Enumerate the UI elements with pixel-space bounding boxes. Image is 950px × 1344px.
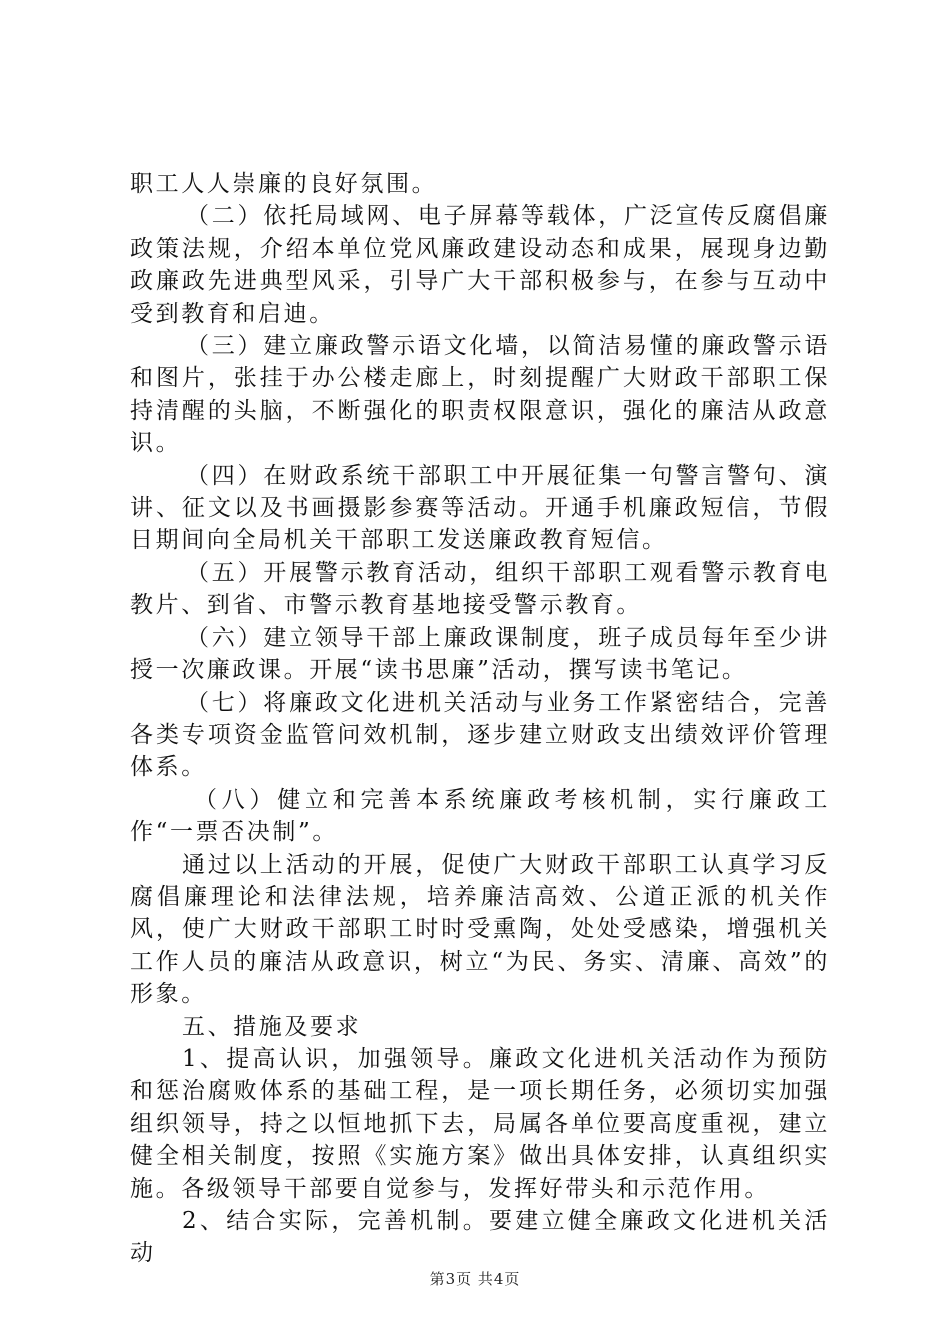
paragraph-measure-2: 2、结合实际，完善机制。要建立健全廉政文化进机关活动 — [130, 1208, 830, 1267]
paragraph-item-2: （二）依托局域网、电子屏幕等载体，广泛宣传反腐倡廉政策法规，介绍本单位党风廉政建设动态和成果，展现身边勤政廉政先进典型风采，引导广大干部积极参与，在参与互动中受到教育和启迪。 — [130, 203, 830, 327]
section-heading-measures: 五、措施及要求 — [182, 1013, 362, 1040]
paragraph-item-8: （八）健立和完善本系统廉政考核机制，实行廉政工作“一票否决制”。 — [130, 786, 830, 846]
document-body — [130, 168, 830, 1270]
page-number-label: 第3页 共4页 — [429, 1270, 521, 1288]
paragraph-item-7: （七）将廉政文化进机关活动与业务工作紧密结合，完善各类专项资金监管问效机制，逐步建立财政支出绩效评价管理体系。 — [130, 689, 830, 781]
paragraph-item-5: （五）开展警示教育活动，组织干部职工观看警示教育电教片、到省、市警示教育基地接受警示教育。 — [130, 559, 830, 619]
page-footer — [0, 1268, 950, 1289]
paragraph-item-3: （三）建立廉政警示语文化墙，以简洁易懂的廉政警示语和图片，张挂于办公楼走廊上，时刻提醒广大财政干部职工保持清醒的头脑，不断强化的职责权限意识，强化的廉洁从政意识。 — [130, 333, 830, 457]
paragraph-item-4: （四）在财政系统干部职工中开展征集一句警言警句、演讲、征文以及书画摄影参赛等活动。开通手机廉政短信，节假日期间向全局机关干部职工发送廉政教育短信。 — [130, 462, 830, 554]
paragraph-continuation: 职工人人崇廉的良好氛围。 — [130, 171, 438, 197]
paragraph-item-6: （六）建立领导干部上廉政课制度，班子成员每年至少讲授一次廉政课。开展“读书思廉”活动，撰写读书笔记。 — [130, 624, 830, 684]
paragraph-measure-1: 1、提高认识，加强领导。廉政文化进机关活动作为预防和惩治腐败体系的基础工程，是一项长期任务，必须切实加强组织领导，持之以恒地抓下去，局属各单位要高度重视，建立健全相关制度，按照《实施方案》做出具体安排，认真组织实施。各级领导干部要自觉参与，发挥好带头和示范作用。 — [130, 1045, 830, 1202]
paragraph-summary: 通过以上活动的开展，促使广大财政干部职工认真学习反腐倡廉理论和法律法规，培养廉洁高效、公道正派的机关作风，使广大财政干部职工时时受熏陶，处处受感染，增强机关工作人员的廉洁从政意识，树立“为民、务实、清廉、高效”的形象。 — [130, 851, 830, 1008]
